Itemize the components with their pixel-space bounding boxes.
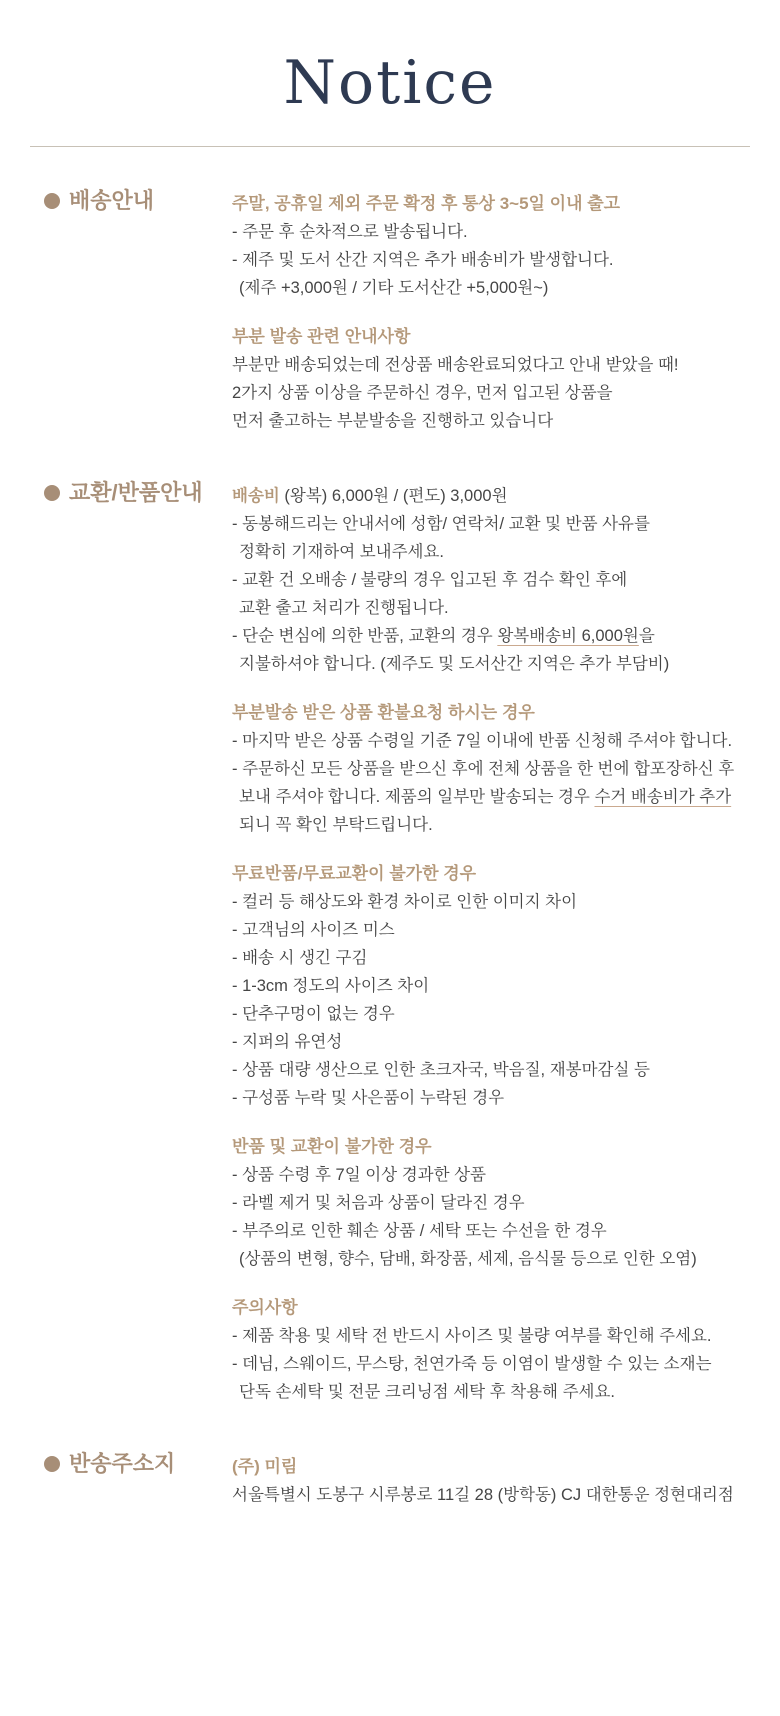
text-line: 지불하셔야 합니다. (제주도 및 도서산간 지역은 추가 부담비) [239, 655, 670, 673]
refund-fee-underlined: 왕복배송비 6,000원 [497, 627, 639, 645]
text-line: - 데님, 스웨이드, 무스탕, 천연가죽 등 이염이 발생할 수 있는 소재는 [232, 1355, 712, 1373]
fee-value: (왕복) 6,000원 / (편도) 3,000원 [279, 487, 508, 505]
subsection-heading: 반품 및 교환이 불가한 경우 [232, 1137, 432, 1156]
company-name: (주) 미림 [232, 1457, 298, 1476]
section-exchange-return-label [30, 479, 232, 507]
refund-fee-line [232, 622, 750, 650]
text-line: 2가지 상품 이상을 주문하신 경우, 먼저 입고된 상품을 [232, 384, 613, 402]
return-address-group [232, 1453, 750, 1509]
text-line: 교환 출고 처리가 진행됩니다. [239, 599, 449, 617]
text-line: 먼저 출고하는 부분발송을 진행하고 있습니다 [232, 412, 554, 430]
text-line: - 단추구멍이 없는 경우 [232, 1005, 395, 1023]
text-line: - 교환 건 오배송 / 불량의 경우 입고된 후 검수 확인 후에 [232, 571, 628, 589]
return-address-line: 서울특별시 도봉구 시루봉로 11길 28 (방학동) CJ 대한통운 정현대리점 [232, 1486, 734, 1504]
text-line: - 1-3cm 정도의 사이즈 차이 [232, 977, 430, 995]
fee-line [232, 482, 750, 510]
subsection-heading: 주말, 공휴일 제외 주문 확정 후 통상 3~5일 이내 출고 [232, 194, 621, 213]
text-line: - 라벨 제거 및 처음과 상품이 달라진 경우 [232, 1194, 525, 1212]
section-bullet-icon [44, 193, 60, 209]
pickup-fee-underlined: 수거 배송비가 추가 [594, 788, 732, 806]
text-line: 정확히 기재하여 보내주세요. [239, 543, 445, 561]
subsection-heading: 부분발송 받은 상품 환불요청 하시는 경우 [232, 703, 535, 722]
text-line: - 주문하신 모든 상품을 받으신 후에 전체 상품을 한 번에 합포장하신 후 [232, 760, 735, 778]
section-label-text: 반송주소지 [69, 1451, 176, 1476]
refund-fee-pre: - 단순 변심에 의한 반품, 교환의 경우 [232, 627, 498, 645]
partial-refund-group [232, 699, 750, 839]
section-return-address [30, 1450, 750, 1509]
refund-fee-post: 을 [638, 627, 655, 645]
subsection-heading: 무료반품/무료교환이 불가한 경우 [232, 864, 477, 883]
fee-label: 배송비 [232, 487, 280, 505]
no-return-group [232, 1133, 750, 1273]
text-line: - 컬러 등 해상도와 환경 차이로 인한 이미지 차이 [232, 893, 578, 911]
text-line: - 동봉해드리는 안내서에 성함/ 연락처/ 교환 및 반품 사유를 [232, 515, 650, 533]
pickup-fee-pre: 보내 주셔야 합니다. 제품의 일부만 발송되는 경우 [239, 788, 595, 806]
no-free-return-group [232, 860, 750, 1112]
text-line: - 주문 후 순차적으로 발송됩니다. [232, 223, 468, 241]
section-bullet-icon [44, 1456, 60, 1472]
subsection-heading: 부분 발송 관련 안내사항 [232, 327, 411, 346]
exchange-fee-group [232, 482, 750, 678]
subsection-heading: 주의사항 [232, 1298, 298, 1317]
section-return-address-content [232, 1450, 750, 1509]
section-shipping [30, 187, 750, 435]
text-line: 단독 손세탁 및 전문 크리닝점 세탁 후 착용해 주세요. [239, 1383, 615, 1401]
section-exchange-return-content [232, 479, 750, 1406]
text-line: 부분만 배송되었는데 전상품 배송완료되었다고 안내 받았을 때! [232, 356, 679, 374]
text-line: - 상품 수령 후 7일 이상 경과한 상품 [232, 1166, 486, 1184]
text-line: - 배송 시 생긴 구김 [232, 949, 368, 967]
section-label-text: 교환/반품안내 [69, 480, 203, 505]
text-line: - 지퍼의 유연성 [232, 1033, 343, 1051]
section-label-text: 배송안내 [69, 188, 155, 213]
title-divider [30, 146, 750, 147]
text-line: - 마지막 받은 상품 수령일 기준 7일 이내에 반품 신청해 주셔야 합니다. [232, 732, 733, 750]
page-title: Notice [283, 48, 497, 118]
text-line: - 제품 착용 및 세탁 전 반드시 사이즈 및 불량 여부를 확인해 주세요. [232, 1327, 712, 1345]
text-line: - 부주의로 인한 훼손 상품 / 세탁 또는 수선을 한 경우 [232, 1222, 607, 1240]
text-line: 되니 꼭 확인 부탁드립니다. [239, 816, 433, 834]
caution-group [232, 1294, 750, 1406]
section-return-address-label [30, 1450, 232, 1478]
partial-shipping-group [232, 323, 750, 435]
pickup-fee-line [232, 783, 750, 811]
text-line: - 상품 대량 생산으로 인한 초크자국, 박음질, 재봉마감실 등 [232, 1061, 650, 1079]
text-line: - 제주 및 도서 산간 지역은 추가 배송비가 발생합니다. [232, 251, 614, 269]
section-exchange-return [30, 479, 750, 1406]
shipping-schedule-group [232, 190, 750, 302]
text-line: (제주 +3,000원 / 기타 도서산간 +5,000원~) [239, 279, 549, 297]
notice-page [0, 50, 780, 1509]
section-bullet-icon [44, 485, 60, 501]
section-shipping-content [232, 187, 750, 435]
section-shipping-label [30, 187, 232, 215]
text-line: - 고객님의 사이즈 미스 [232, 921, 395, 939]
text-line: (상품의 변형, 향수, 담배, 화장품, 세제, 음식물 등으로 인한 오염) [239, 1250, 697, 1268]
text-line: - 구성품 누락 및 사은품이 누락된 경우 [232, 1089, 505, 1107]
